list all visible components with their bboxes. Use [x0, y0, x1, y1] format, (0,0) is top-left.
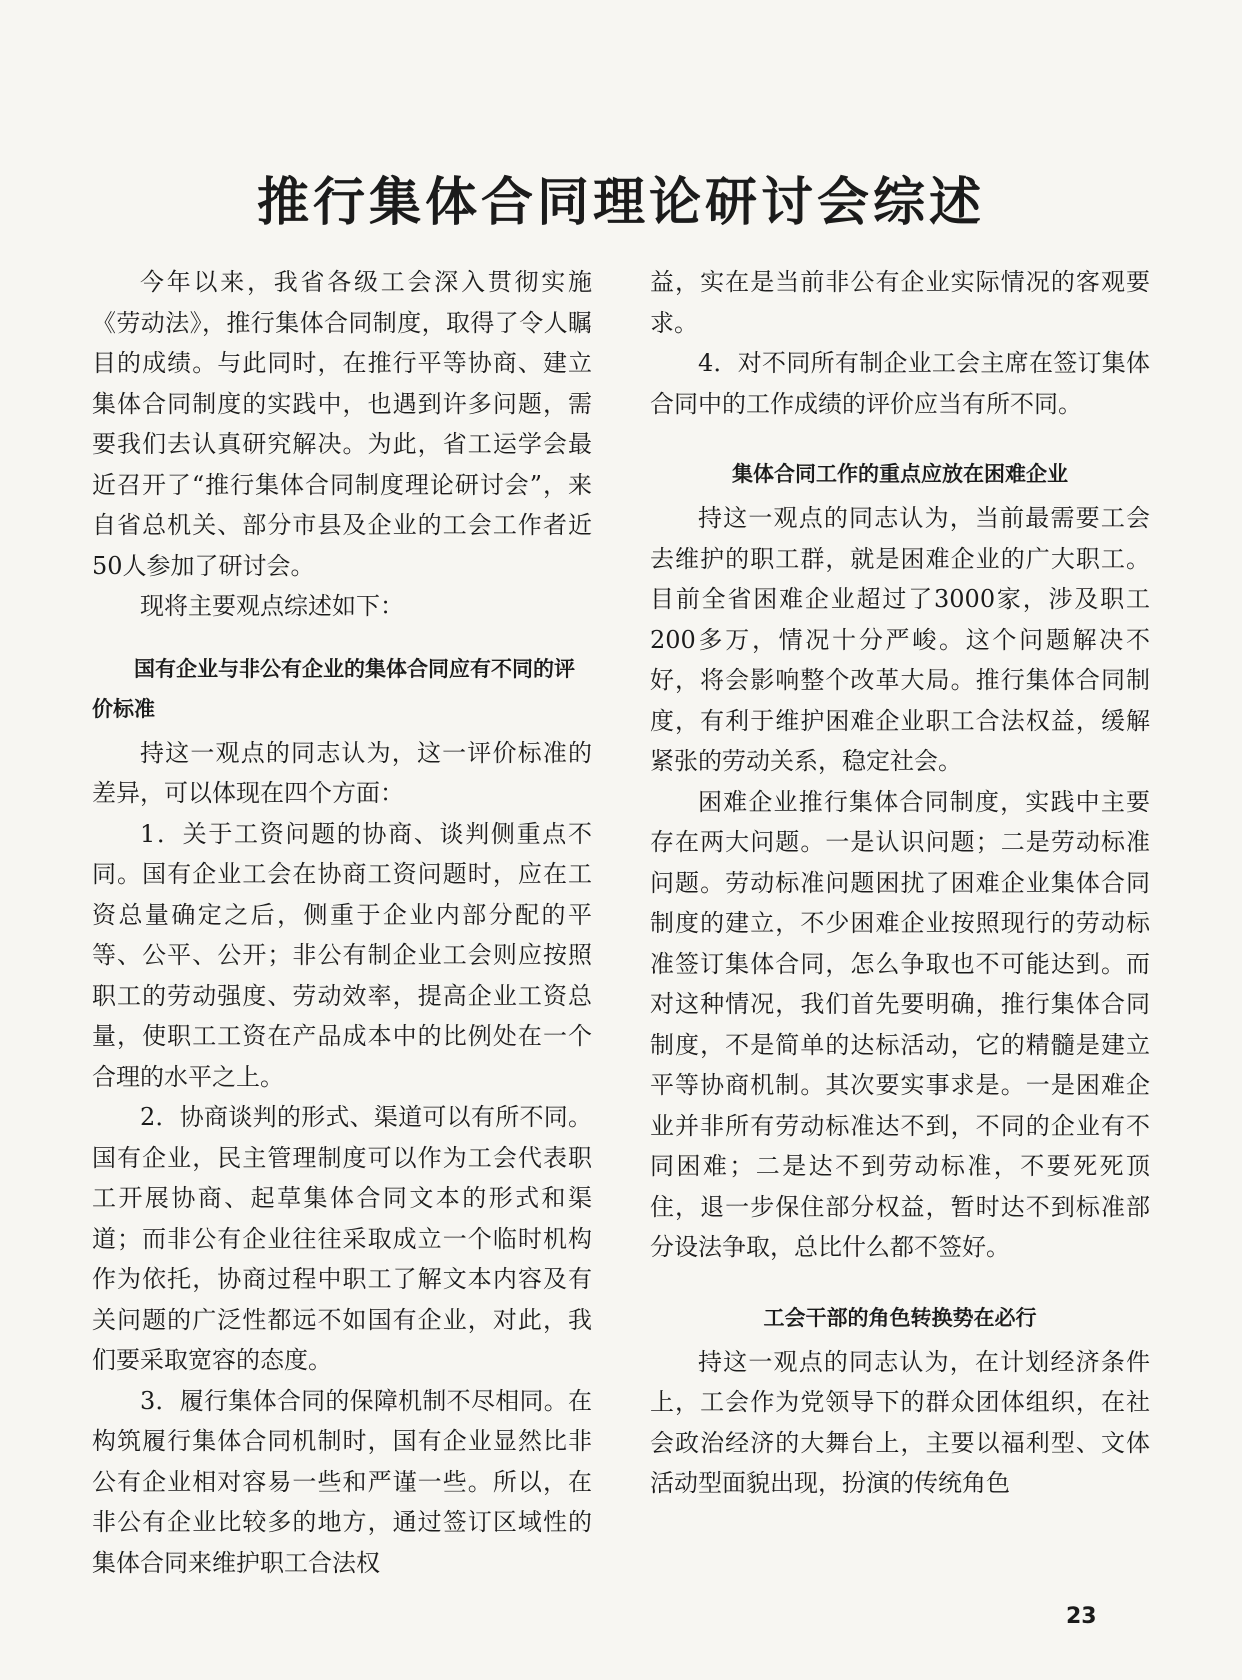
- left-column: [92, 262, 592, 1583]
- paragraph: 困难企业推行集体合同制度，实践中主要存在两大问题。一是认识问题；二是劳动标准问题。劳动标准问题困扰了困难企业集体合同制度的建立，不少困难企业按照现行的劳动标准签订集体合同，怎么争取也不可能达到。而对这种情况，我们首先要明确，推行集体合同制度，不是简单的达标活动，它的精髓是建立平等协商机制。其次要实事求是。一是困难企业并非所有劳动标准达不到，不同的企业有不同困难；二是达不到劳动标准，不要死死顶住，退一步保住部分权益，暂时达不到标准部分设法争取，总比什么都不签好。: [650, 787, 1150, 1261]
- article-title: 推行集体合同理论研讨会综述: [256, 173, 985, 233]
- paragraph: 持这一观点的同志认为，这一评价标准的差异，可以体现在四个方面：: [92, 738, 592, 807]
- paragraph: 1．关于工资问题的协商、谈判侧重点不同。国有企业工会在协商工资问题时，应在工资总量确定之后，侧重于企业内部分配的平等、公平、公开；非公有制企业工会则应按照职工的劳动强度、劳动效率，提高企业工资总量，使职工工资在产品成本中的比例处在一个合理的水平之上。: [92, 819, 592, 1091]
- section-heading: 集体合同工作的重点应放在困难企业: [732, 462, 1068, 486]
- paragraph: 持这一观点的同志认为，当前最需要工会去维护的职工群，就是困难企业的广大职工。目前全省困难企业超过了3000家，涉及职工200多万，情况十分严峻。这个问题解决不好，将会影响整个改革大局。推行集体合同制度，有利于维护困难企业职工合法权益，缓解紧张的劳动关系，稳定社会。: [650, 504, 1150, 775]
- paragraph: 2．协商谈判的形式、渠道可以有所不同。国有企业，民主管理制度可以作为工会代表职工开展协商、起草集体合同文本的形式和渠道；而非公有企业往往采取成立一个临时机构作为依托，协商过程中职工了解文本内容及有关问题的广泛性都远不如国有企业，对此，我们要采取宽容的态度。: [92, 1103, 592, 1374]
- page-number: 23: [1066, 1604, 1097, 1629]
- section-heading: 国有企业与非公有企业的集体合同应有不同的评价标准: [92, 656, 575, 721]
- paragraph: 现将主要观点综述如下：: [140, 592, 404, 620]
- section-heading: 工会干部的角色转换势在必行: [763, 1305, 1037, 1330]
- paragraph: 今年以来，我省各级工会深入贯彻实施《劳动法》，推行集体合同制度，取得了令人瞩目的成绩。与此同时，在推行平等协商、建立集体合同制度的实践中，也遇到许多问题，需要我们去认真研究解决。为此，省工运学会最近召开了“推行集体合同制度理论研讨会”，来自省总机关、部分市县及企业的工会工作者近50人参加了研讨会。: [92, 268, 592, 580]
- paragraph: 益，实在是当前非公有企业实际情况的客观要求。: [650, 268, 1150, 337]
- paragraph: 4．对不同所有制企业工会主席在签订集体合同中的工作成绩的评价应当有所不同。: [650, 349, 1150, 418]
- paragraph: 3．履行集体合同的保障机制不尽相同。在构筑履行集体合同机制时，国有企业显然比非公有企业相对容易一些和严谨一些。所以，在非公有企业比较多的地方，通过签订区域性的集体合同来维护职工合法权: [92, 1386, 592, 1577]
- paragraph: 持这一观点的同志认为，在计划经济条件上，工会作为党领导下的群众团体组织，在社会政治经济的大舞台上，主要以福利型、文体活动型面貌出现，扮演的传统角色: [650, 1347, 1150, 1497]
- right-column: [650, 262, 1150, 1504]
